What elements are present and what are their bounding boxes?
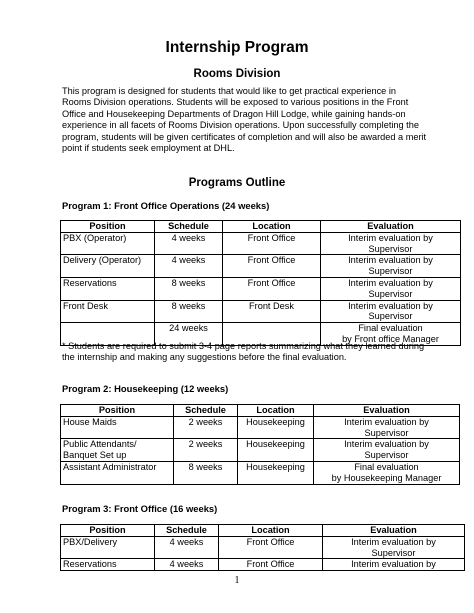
page-subtitle: Rooms Division — [193, 68, 281, 80]
program-3-table — [60, 524, 465, 571]
cell-position — [61, 439, 174, 462]
table-row — [61, 461, 460, 484]
table-row — [61, 255, 461, 278]
evaluation-line: Interim evaluation by — [351, 559, 436, 570]
position-line: Assistant Administrator — [63, 461, 157, 472]
column-header-evaluation: Evaluation — [321, 221, 461, 233]
cell-schedule: 8 weeks — [155, 300, 223, 323]
evaluation-line: by Front office Manager — [342, 333, 439, 344]
position-line: Banquet Set up — [63, 450, 127, 461]
intro-line: point if students seek employment at DHL. — [62, 143, 235, 154]
program-3-heading: Program 3: Front Office (16 weeks) — [62, 503, 218, 514]
cell-evaluation — [314, 439, 460, 462]
evaluation-line: Interim evaluation by — [348, 277, 433, 288]
table-header-row — [61, 221, 461, 233]
column-header-position: Position — [61, 525, 155, 537]
evaluation-line: Supervisor — [364, 450, 409, 461]
cell-location: Front Office — [219, 559, 323, 571]
cell-location: Front Office — [219, 536, 323, 559]
program-1-heading: Program 1: Front Office Operations (24 weeks) — [62, 200, 270, 211]
intro-line: This program is designed for students that would like to get practical experience in — [62, 86, 396, 96]
cell-schedule: 4 weeks — [155, 536, 219, 559]
cell-schedule: 4 weeks — [155, 255, 223, 278]
cell-position: PBX (Operator) — [61, 232, 155, 255]
intro-line: experience in all facets of Rooms Division operations. Upon successfully completing the — [62, 120, 419, 131]
cell-evaluation — [314, 416, 460, 439]
table-header-row — [61, 405, 460, 417]
cell-evaluation — [323, 536, 465, 559]
program-2-heading: Program 2: Housekeeping (12 weeks) — [62, 383, 229, 394]
cell-position: Delivery (Operator) — [61, 255, 155, 278]
column-header-schedule: Schedule — [174, 405, 238, 417]
evaluation-line: Interim evaluation by — [351, 536, 436, 547]
cell-position — [61, 461, 174, 484]
evaluation-line: Supervisor — [364, 427, 409, 438]
column-header-location: Location — [223, 221, 321, 233]
table-row — [61, 232, 461, 255]
cell-evaluation — [321, 255, 461, 278]
cell-evaluation — [321, 232, 461, 255]
evaluation-line: Supervisor — [368, 266, 413, 277]
evaluation-line: Final evaluation — [358, 323, 423, 334]
table-row — [61, 300, 461, 323]
program-1-table — [60, 220, 461, 346]
evaluation-line: Supervisor — [368, 288, 413, 299]
cell-location: Front Desk — [223, 300, 321, 323]
cell-location: Front Office — [223, 232, 321, 255]
page-title: Internship Program — [165, 39, 309, 56]
table-header-row — [61, 525, 465, 537]
column-header-schedule: Schedule — [155, 221, 223, 233]
evaluation-line: Supervisor — [368, 243, 413, 254]
cell-evaluation — [314, 461, 460, 484]
cell-position: Reservations — [61, 559, 155, 571]
note-line: the internship and making any suggestions before the final evaluation. — [62, 352, 347, 362]
evaluation-line: Interim evaluation by — [344, 439, 429, 450]
evaluation-line: Interim evaluation by — [344, 416, 429, 427]
program-2-table — [60, 404, 460, 485]
intro-line: Office and Housekeeping Departments of Dragon Hill Lodge, while gaining hands-on — [62, 108, 406, 119]
intro-paragraph — [62, 86, 437, 154]
column-header-location: Location — [219, 525, 323, 537]
position-line: House Maids — [63, 416, 117, 427]
note-line: * Students are required to submit 3-4 page reports summarizing what they learned during — [62, 341, 425, 351]
cell-location: Housekeeping — [238, 416, 314, 439]
column-header-position: Position — [61, 221, 155, 233]
column-header-evaluation: Evaluation — [314, 405, 460, 417]
cell-schedule: 2 weeks — [174, 439, 238, 462]
cell-schedule: 24 weeks — [155, 323, 223, 346]
column-header-position: Position — [61, 405, 174, 417]
cell-location: Housekeeping — [238, 461, 314, 484]
section-title: Programs Outline — [188, 177, 286, 189]
evaluation-line: Final evaluation — [354, 461, 419, 472]
cell-location: Front Office — [223, 277, 321, 300]
cell-schedule: 8 weeks — [174, 461, 238, 484]
cell-schedule: 2 weeks — [174, 416, 238, 439]
evaluation-line: Interim evaluation by — [348, 300, 433, 311]
position-line: Public Attendants/ — [63, 439, 137, 450]
column-header-location: Location — [238, 405, 314, 417]
cell-schedule: 4 weeks — [155, 559, 219, 571]
evaluation-line: Supervisor — [371, 547, 416, 558]
table-row — [61, 559, 465, 571]
cell-position — [61, 416, 174, 439]
cell-schedule: 8 weeks — [155, 277, 223, 300]
intro-line: Rooms Division operations. Students will be exposed to various positions in the Front — [62, 97, 409, 108]
table-row — [61, 536, 465, 559]
cell-evaluation — [321, 277, 461, 300]
intro-line: program, students will be given certificates of completion and will also be awarded a merit — [62, 131, 427, 142]
table-row — [61, 439, 460, 462]
cell-position: PBX/Delivery — [61, 536, 155, 559]
cell-evaluation — [323, 559, 465, 571]
program-1-note — [62, 341, 442, 363]
cell-position: Reservations — [61, 277, 155, 300]
evaluation-line: Interim evaluation by — [348, 255, 433, 266]
table-row — [61, 277, 461, 300]
column-header-schedule: Schedule — [155, 525, 219, 537]
table-row — [61, 416, 460, 439]
column-header-evaluation: Evaluation — [323, 525, 465, 537]
evaluation-line: Interim evaluation by — [348, 232, 433, 243]
cell-location: Front Office — [223, 255, 321, 278]
cell-evaluation — [321, 300, 461, 323]
page-number: 1 — [234, 575, 240, 586]
cell-position: Front Desk — [61, 300, 155, 323]
cell-location: Housekeeping — [238, 439, 314, 462]
cell-schedule: 4 weeks — [155, 232, 223, 255]
evaluation-line: by Housekeeping Manager — [331, 472, 442, 483]
evaluation-line: Supervisor — [368, 311, 413, 322]
